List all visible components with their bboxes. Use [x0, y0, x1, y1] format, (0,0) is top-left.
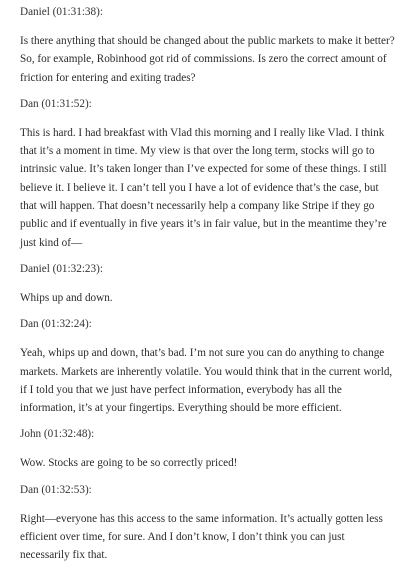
utterance-text: Wow. Stocks are going to be so correctly priced! [20, 457, 238, 470]
utterance-text: This is hard. I had breakfast with Vlad this morning and I really like Vlad. I think that it’s a moment in time. My view is that over the long term, stocks will go to intrinsic value. It’s taken longer than I’ve expected for some of these things. I still believe it. I believe it. I can’t tell you I have a lot of evidence that’s the case, but that will happen. That doesn’t necessarily help a company like Stripe if they go public and if eventually in five years it’s in fair value, but in the meantime they’re just kind of— [20, 126, 387, 249]
utterance-text: Right—everyone has this access to the same information. It’s actually gotten less efficient over time, for sure. And I don’t know, I don’t think you can just necessarily fix that. [20, 512, 383, 562]
utterance-text: Yeah, whips up and down, that’s bad. I’m not sure you can do anything to change markets. Markets are inherently volatile. You would think that in the current world, if I told you that we just have perfect information, everybody has all the information, it’s at your fingertips. Everything should be more efficient. [20, 347, 393, 415]
speaker-label: Daniel (01:32:23): [20, 262, 103, 275]
speaker-label: Daniel (01:31:38): [20, 6, 103, 18]
speaker-label: Dan (01:31:52): [20, 97, 92, 110]
speaker-label: Dan (01:32:24): [20, 318, 92, 331]
speaker-label: John (01:32:48): [20, 428, 95, 441]
utterance-text: Whips up and down. [20, 291, 113, 304]
utterance-text: Is there anything that should be changed about the public markets to make it better? So, for example, Robinhood got rid of commissions. Is zero the correct amount of friction for entering and exiting trades? [20, 35, 395, 84]
speaker-label: Dan (01:32:53): [20, 483, 92, 496]
